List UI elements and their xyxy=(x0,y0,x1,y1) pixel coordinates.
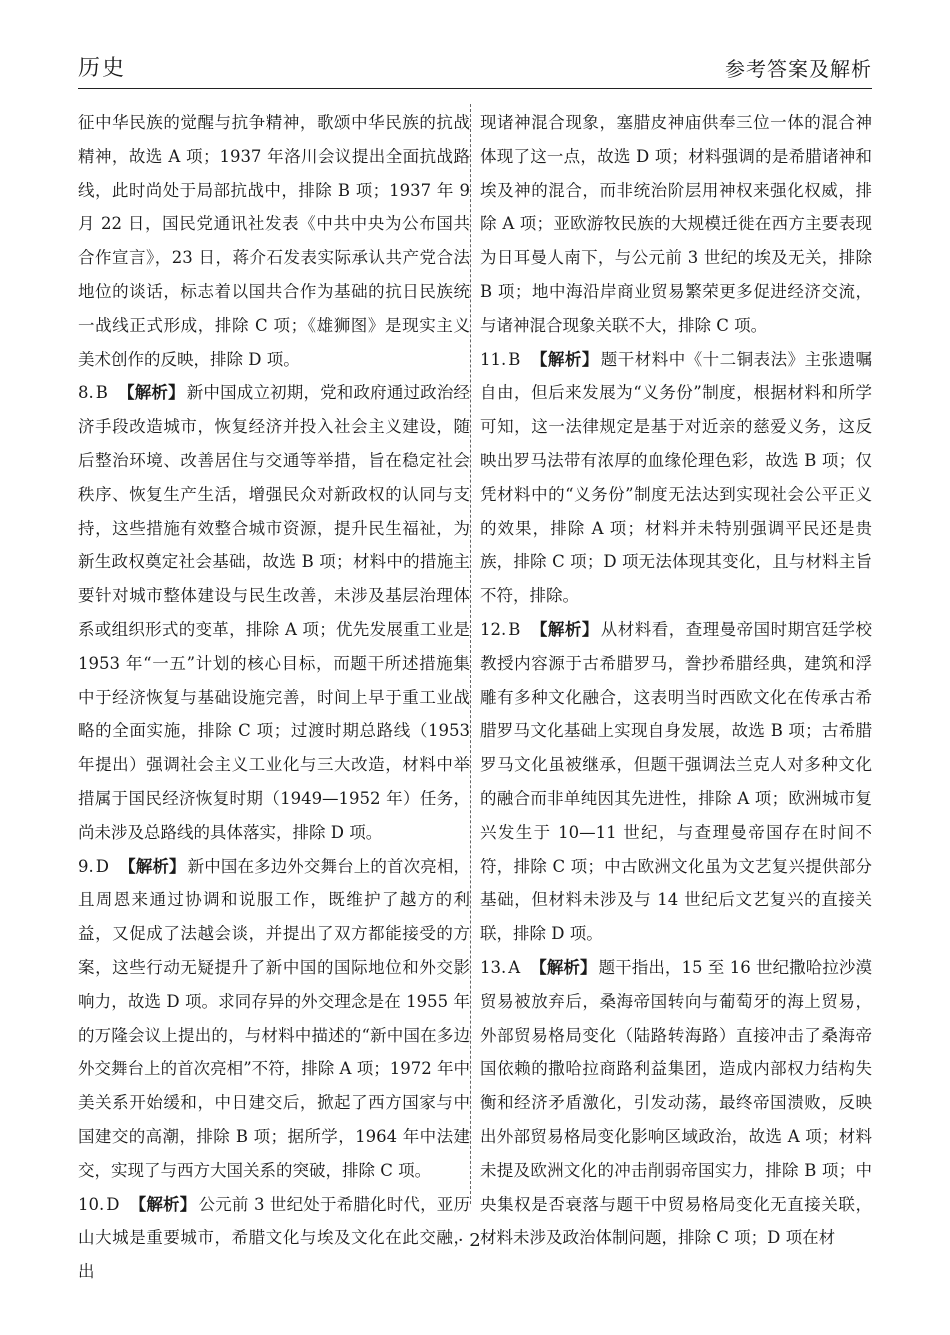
continued-text: 现诸神混合现象，塞腊皮神庙供奉三位一体的混合神体现了这一点，故选 D 项；材料强调的是希腊诸神和埃及神的混合，而非统治阶层用神权来强化权威，排除 A 项；亚欧游牧民族的大规模迁徙在西方主要表现为日耳曼人南下，与公元前 3 世纪的埃及无关，排除 B 项；地中海沿岸商业贸易繁荣更多促进经济交流，与诸神混合现象关联不大，排除 C 项。 xyxy=(480,113,872,335)
analysis-tag: 【解析】 xyxy=(118,856,186,876)
page-number: · 2 · xyxy=(457,1230,493,1251)
analysis-tag: 【解析】 xyxy=(530,619,599,639)
analysis-tag: 【解析】 xyxy=(530,349,599,369)
analysis-text: 题干指出，15 至 16 世纪撒哈拉沙漠贸易被放弃后，桑海帝国转向与葡萄牙的海上贸易，外部贸易格局变化（陆路转海路）直接冲击了桑海帝国依赖的撒哈拉商路利益集团，造成内部权力结构失衡和经济矛盾激化，引发动荡，最终帝国溃败，反映出外部贸易格局变化影响区域政治，故选 A 项；材料未提及欧洲文化的冲击削弱帝国实力，排除 B 项；中央集权是否衰落与题干中贸易格局变化无直接关联，材料未涉及政治体制问题，排除 C 项；D 项在材 xyxy=(480,957,872,1248)
analysis-text: 公元前 3 世纪处于希腊化时代，亚历山大城是重要城市，希腊文化与埃及文化在此交融，出 xyxy=(78,1194,471,1282)
answer-item-11 xyxy=(480,343,872,613)
item-number: 12. xyxy=(480,619,507,639)
answer-item-12 xyxy=(480,613,872,951)
header-title: 参考答案及解析 xyxy=(725,57,872,81)
analysis-tag: 【解析】 xyxy=(117,383,185,403)
item-number: 10. xyxy=(78,1194,105,1214)
continued-text: 征中华民族的觉醒与抗争精神，歌颂中华民族的抗战精神，故选 A 项；1937 年洛川会议提出全面抗战路线，此时尚处于局部抗战中，排除 B 项；1937 年 9 月 22 日，国民党通讯社发表《中共中央为公布国共合作宣言》，23 日，蒋介石发表实际承认共产党合法地位的谈话，标志着以国共合作为基础的抗日民族统一战线正式形成，排除 C 项；《雄狮图》是现实主义美术创作的反映，排除 D 项。 xyxy=(78,113,470,369)
answer-item-13 xyxy=(480,951,872,1255)
analysis-tag: 【解析】 xyxy=(530,957,597,977)
analysis-text: 题干材料中《十二铜表法》主张遗嘱自由，但后来发展为“义务份”制度，根据材料和所学可知，这一法律规定是基于对近亲的慈爱义务，这反映出罗马法带有浓厚的血缘伦理色彩，故选 B 项；仅凭材料中的“义务份”制度无法达到实现社会公平正义的效果，排除 A 项；材料并未特别强调平民还是贵族，排除 C 项；D 项无法体现其变化，且与材料主旨不符，排除。 xyxy=(480,349,873,606)
item-number: 13. xyxy=(480,957,507,977)
item-number: 11. xyxy=(480,349,507,369)
analysis-text: 从材料看，查理曼帝国时期宫廷学校教授内容源于古希腊罗马，誊抄希腊经典，建筑和浮雕有多种文化融合，这表明当时西欧文化在传承古希腊罗马文化基础上实现自身发展，故选 B 项；古希腊罗马文化虽被继承，但题干强调法兰克人对多种文化的融合而非单纯因其先进性，排除 A 项；欧洲城市复兴发生于 10—11 世纪，与查理曼帝国存在时间不符，排除 C 项；中古欧洲文化虽为文艺复兴提供部分基础，但材料未涉及与 14 世纪后文艺复兴的直接关联，排除 D 项。 xyxy=(480,619,873,944)
analysis-text: 新中国成立初期，党和政府通过政治经济手段改造城市，恢复经济并投入社会主义建设，随后整治环境、改善居住与交通等举措，旨在稳定社会秩序、恢复生产生活，增强民众对新政权的认同与支持，这些措施有效整合城市资源，提升民生福祉，为新生政权奠定社会基础，故选 B 项；材料中的措施主要针对城市整体建设与民生改善，未涉及基层治理体系或组织形式的变革，排除 A 项；优先发展重工业是 1953 年“一五”计划的核心目标，而题干所述措施集中于经济恢复与基础设施完善，时间上早于重工业战略的全面实施，排除 C 项；过渡时期总路线（1953 年提出）强调社会主义工业化与三大改造，材料中举措属于国民经济恢复时期（1949—1952 年）任务，尚未涉及总路线的具体落实，排除 D 项。 xyxy=(78,383,470,842)
answer-letter: A xyxy=(508,957,521,977)
answer-item-9 xyxy=(78,850,470,1188)
right-column xyxy=(480,106,873,1248)
answer-letter: D xyxy=(106,1194,120,1214)
item-number: 9. xyxy=(78,856,94,876)
item-number: 8. xyxy=(78,383,94,403)
answer-letter: D xyxy=(95,856,109,876)
analysis-text: 新中国在多边外交舞台上的首次亮相，且周恩来通过协调和说服工作，既维护了越方的利益，又促成了法越会谈，并提出了双方都能接受的方案，这些行动无疑提升了新中国的国际地位和外交影响力，故选 D 项。求同存异的外交理念是在 1955 年的万隆会议上提出的，与材料中描述的“新中国在多边外交舞台上的首次亮相”不符，排除 A 项；1972 年中美关系开始缓和，中日建交后，掀起了西方国家与中国建交的高潮，排除 B 项；据所学，1964 年中法建交，实现了与西方大国关系的突破，排除 C 项。 xyxy=(78,856,471,1180)
answer-letter: B xyxy=(508,349,521,369)
answer-letter: B xyxy=(508,619,521,639)
subject-label: 历史 xyxy=(78,56,127,81)
answer-item-8 xyxy=(78,376,470,849)
left-column xyxy=(78,106,471,1282)
answer-letter: B xyxy=(95,383,108,403)
column-divider xyxy=(470,104,471,1204)
analysis-tag: 【解析】 xyxy=(129,1194,197,1214)
page-header xyxy=(78,52,872,89)
